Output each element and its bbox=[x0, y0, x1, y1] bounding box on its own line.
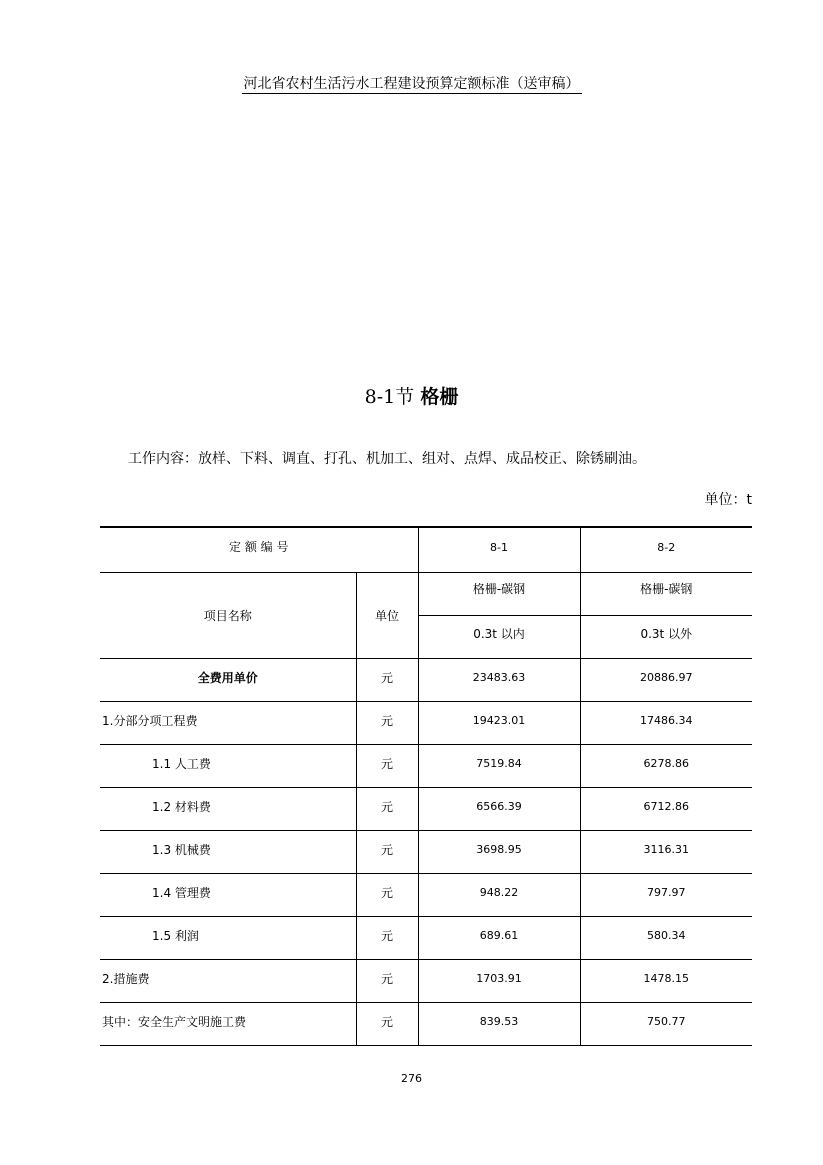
row-name-cell bbox=[100, 787, 356, 830]
row-value-cell bbox=[580, 830, 752, 873]
row-unit-cell bbox=[356, 959, 418, 1002]
table-row bbox=[100, 701, 752, 744]
item-type-cell bbox=[418, 572, 580, 615]
item-name-header-cell bbox=[100, 572, 356, 658]
row-value-cell bbox=[418, 1002, 580, 1045]
work-content: 工作内容：放样、下料、调直、打孔、机加工、组对、点焊、成品校正、除锈刷油。 bbox=[128, 451, 646, 467]
row-name: 1.4 管理费 bbox=[152, 885, 211, 900]
row-value-cell bbox=[580, 658, 752, 701]
row-value-cell bbox=[580, 1002, 752, 1045]
row-value-2: 580.34 bbox=[647, 928, 686, 942]
row-name-cell bbox=[100, 658, 356, 701]
item-name-header: 项目名称 bbox=[203, 608, 252, 623]
row-name: 1.5 利润 bbox=[152, 928, 199, 943]
row-unit-cell bbox=[356, 787, 418, 830]
row-value-2: 6278.86 bbox=[643, 756, 689, 770]
quota-code-row bbox=[100, 527, 752, 572]
table-row bbox=[100, 1002, 752, 1045]
row-value-1: 19423.01 bbox=[472, 713, 526, 727]
row-value-1: 1703.91 bbox=[476, 971, 522, 985]
unit-header-cell bbox=[356, 572, 418, 658]
row-unit-cell bbox=[356, 830, 418, 873]
row-value-cell bbox=[580, 744, 752, 787]
row-name: 全费用单价 bbox=[197, 670, 258, 685]
quota-table bbox=[100, 526, 752, 1046]
spec-cell bbox=[580, 615, 752, 658]
spec-1: 0.3t 以内 bbox=[473, 626, 525, 641]
table-row bbox=[100, 830, 752, 873]
row-value-cell bbox=[580, 701, 752, 744]
row-name-cell bbox=[100, 744, 356, 787]
row-unit-cell bbox=[356, 701, 418, 744]
row-value-2: 6712.86 bbox=[643, 799, 689, 813]
row-value-cell bbox=[418, 830, 580, 873]
item-type-2: 格栅-碳钢 bbox=[640, 581, 693, 596]
row-name: 1.分部分项工程费 bbox=[102, 713, 198, 728]
row-name-cell bbox=[100, 873, 356, 916]
quota-code-label: 定 额 编 号 bbox=[229, 540, 289, 554]
item-type-cell bbox=[580, 572, 752, 615]
section-title bbox=[0, 382, 823, 409]
row-value-2: 750.77 bbox=[647, 1014, 686, 1028]
quota-code-cell bbox=[580, 527, 752, 572]
quota-code-cell bbox=[418, 527, 580, 572]
row-unit: 元 bbox=[380, 885, 393, 900]
row-name-cell bbox=[100, 916, 356, 959]
page-number: 276 bbox=[401, 1072, 422, 1085]
section-name: 格栅 bbox=[420, 386, 459, 408]
table-row bbox=[100, 916, 752, 959]
unit-header: 单位 bbox=[374, 608, 399, 623]
item-type-1: 格栅-碳钢 bbox=[472, 581, 526, 596]
row-value-1: 3698.95 bbox=[476, 842, 522, 856]
row-unit: 元 bbox=[380, 756, 393, 771]
row-name: 1.2 材料费 bbox=[152, 799, 211, 814]
row-unit-cell bbox=[356, 1002, 418, 1045]
row-unit: 元 bbox=[380, 1014, 393, 1029]
table-row bbox=[100, 744, 752, 787]
table-row bbox=[100, 873, 752, 916]
row-name-cell bbox=[100, 959, 356, 1002]
quota-code-label-cell bbox=[100, 527, 418, 572]
document-header bbox=[0, 73, 823, 93]
row-name: 1.3 机械费 bbox=[152, 842, 211, 857]
row-value-1: 23483.63 bbox=[472, 670, 526, 684]
quota-code-2: 8-2 bbox=[657, 541, 676, 554]
row-value-cell bbox=[418, 701, 580, 744]
row-name-cell bbox=[100, 830, 356, 873]
row-value-cell bbox=[418, 744, 580, 787]
row-value-cell bbox=[418, 658, 580, 701]
table-row bbox=[100, 959, 752, 1002]
row-name-cell bbox=[100, 1002, 356, 1045]
quota-code-1: 8-1 bbox=[490, 541, 508, 554]
row-value-2: 1478.15 bbox=[643, 971, 689, 985]
document-header-title: 河北省农村生活污水工程建设预算定额标准（送审稿） bbox=[243, 76, 580, 92]
item-type-row bbox=[100, 572, 752, 615]
row-unit-cell bbox=[356, 658, 418, 701]
row-value-cell bbox=[418, 916, 580, 959]
row-value-cell bbox=[580, 959, 752, 1002]
table-row bbox=[100, 658, 752, 701]
row-name-cell bbox=[100, 701, 356, 744]
row-value-cell bbox=[580, 916, 752, 959]
row-value-1: 6566.39 bbox=[476, 799, 522, 813]
row-value-cell bbox=[580, 787, 752, 830]
row-value-cell bbox=[418, 787, 580, 830]
row-unit-cell bbox=[356, 873, 418, 916]
row-name: 1.1 人工费 bbox=[152, 756, 211, 771]
spec-2: 0.3t 以外 bbox=[640, 626, 693, 641]
row-unit-cell bbox=[356, 744, 418, 787]
row-value-2: 20886.97 bbox=[640, 670, 693, 684]
row-unit: 元 bbox=[380, 928, 393, 943]
row-value-2: 3116.31 bbox=[643, 842, 689, 856]
row-unit: 元 bbox=[380, 842, 393, 857]
row-unit: 元 bbox=[380, 799, 393, 814]
table-row bbox=[100, 787, 752, 830]
row-value-2: 797.97 bbox=[647, 885, 686, 899]
row-name: 2.措施费 bbox=[102, 971, 150, 986]
row-value-cell bbox=[580, 873, 752, 916]
row-value-1: 689.61 bbox=[479, 928, 519, 942]
row-value-1: 7519.84 bbox=[476, 756, 522, 770]
row-unit: 元 bbox=[380, 971, 393, 986]
row-value-2: 17486.34 bbox=[640, 713, 693, 727]
row-value-cell bbox=[418, 873, 580, 916]
row-name: 其中：安全生产文明施工费 bbox=[102, 1014, 247, 1029]
row-unit-cell bbox=[356, 916, 418, 959]
spec-cell bbox=[418, 615, 580, 658]
row-unit: 元 bbox=[380, 670, 393, 685]
row-value-1: 839.53 bbox=[479, 1014, 519, 1028]
row-value-cell bbox=[418, 959, 580, 1002]
unit-note: 单位：t bbox=[704, 492, 752, 508]
section-number: 8-1节 bbox=[364, 386, 415, 408]
row-unit: 元 bbox=[380, 713, 393, 728]
row-value-1: 948.22 bbox=[479, 885, 519, 899]
